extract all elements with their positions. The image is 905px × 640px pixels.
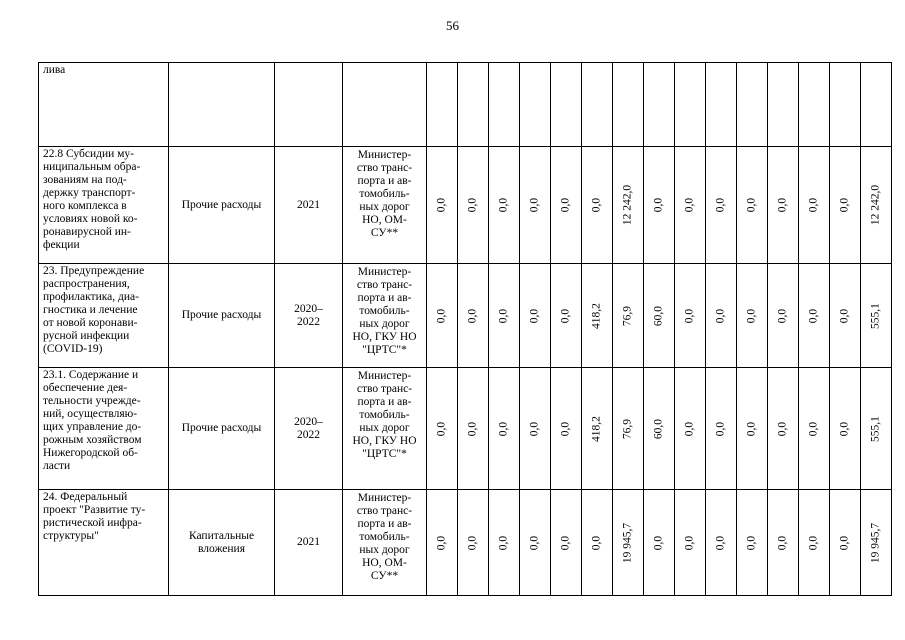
cell-value <box>520 63 551 147</box>
cell-value <box>799 368 830 490</box>
cell-value-text: 60,0 <box>652 418 665 439</box>
budget-table <box>38 62 892 596</box>
cell-value-text: 0,0 <box>590 197 603 213</box>
cell-value-text: 0,0 <box>559 421 572 436</box>
cell-name-text: 23. Предупреждение распространения, профилактика, диа- гностика и лечение от новой коронави- русной инфекции (COVID-19) <box>43 265 145 355</box>
cell-value <box>427 368 458 490</box>
cell-value <box>582 63 613 147</box>
cell-category <box>169 490 275 596</box>
cell-category-text: Прочие расходы <box>181 309 262 321</box>
cell-value-text: 555,1 <box>869 302 882 329</box>
cell-name-text: лива <box>43 64 66 76</box>
cell-year-text: 2020– 2022 <box>294 415 323 441</box>
cell-value <box>706 264 737 368</box>
cell-value <box>706 490 737 596</box>
cell-value-text: 0,0 <box>714 421 727 436</box>
cell-year <box>275 368 343 490</box>
cell-name-text: 22.8 Субсидии му- ниципальным обра- зованиям на под- держку транспорт- ного комплекса в условиях новой ко- ронавирусной ин- фекции <box>43 148 141 251</box>
cell-value <box>427 490 458 596</box>
cell-value <box>830 368 861 490</box>
cell-value-text: 0,0 <box>466 421 479 436</box>
cell-executor <box>343 368 427 490</box>
cell-value-text: 555,1 <box>869 415 882 442</box>
cell-value <box>520 490 551 596</box>
cell-value <box>737 368 768 490</box>
cell-value-text: 0,0 <box>528 535 541 550</box>
cell-name <box>39 63 169 147</box>
cell-value <box>675 490 706 596</box>
cell-value-text: 0,0 <box>807 308 820 323</box>
cell-value-text: 0,0 <box>652 197 665 213</box>
cell-value <box>737 264 768 368</box>
cell-category-text: Прочие расходы <box>181 422 262 434</box>
cell-executor <box>343 147 427 264</box>
cell-value-text: 0,0 <box>776 535 789 550</box>
cell-value <box>861 368 892 490</box>
cell-value <box>613 490 644 596</box>
cell-value-text: 0,0 <box>776 197 789 213</box>
table-row <box>39 368 892 490</box>
cell-value <box>489 264 520 368</box>
cell-value-text: 0,0 <box>776 421 789 436</box>
cell-value <box>551 63 582 147</box>
table-row <box>39 147 892 264</box>
cell-executor-text: Министер- ство транс- порта и ав- томобиль- ных дорог НО, ОМ- СУ** <box>356 149 413 239</box>
cell-value <box>706 63 737 147</box>
cell-value <box>582 368 613 490</box>
cell-value <box>768 490 799 596</box>
cell-value <box>861 264 892 368</box>
cell-value-text: 0,0 <box>838 421 851 436</box>
cell-value <box>675 147 706 264</box>
cell-category <box>169 147 275 264</box>
cell-value-text: 0,0 <box>714 308 727 323</box>
cell-value-text: 19 945,7 <box>869 522 882 563</box>
cell-value <box>830 264 861 368</box>
cell-value-text: 0,0 <box>559 535 572 550</box>
cell-value <box>427 264 458 368</box>
cell-value-text: 0,0 <box>466 308 479 323</box>
cell-value <box>706 147 737 264</box>
cell-value-text: 12 242,0 <box>621 184 634 226</box>
cell-value-text: 0,0 <box>745 535 758 550</box>
cell-name <box>39 368 169 490</box>
cell-value <box>861 63 892 147</box>
cell-value-text: 0,0 <box>466 197 479 213</box>
cell-value-text: 0,0 <box>435 421 448 436</box>
cell-value-text: 0,0 <box>435 535 448 550</box>
cell-value <box>613 63 644 147</box>
cell-value-text: 0,0 <box>714 535 727 550</box>
cell-executor <box>343 63 427 147</box>
cell-category-text: Прочие расходы <box>181 198 262 211</box>
cell-value-text: 0,0 <box>745 197 758 213</box>
cell-value <box>706 368 737 490</box>
cell-value-text: 0,0 <box>497 535 510 550</box>
cell-value <box>799 147 830 264</box>
cell-value <box>458 63 489 147</box>
cell-value <box>644 490 675 596</box>
cell-value <box>675 368 706 490</box>
cell-value-text: 0,0 <box>683 197 696 213</box>
cell-value <box>644 147 675 264</box>
cell-value <box>830 147 861 264</box>
cell-value-text: 60,0 <box>652 305 665 326</box>
cell-value <box>582 490 613 596</box>
cell-value-text: 0,0 <box>559 308 572 323</box>
cell-value <box>551 264 582 368</box>
cell-value <box>489 490 520 596</box>
cell-value <box>551 490 582 596</box>
cell-value-text: 0,0 <box>528 197 541 213</box>
cell-value <box>582 264 613 368</box>
cell-value <box>551 147 582 264</box>
cell-year-text: 2021 <box>297 198 320 211</box>
cell-executor <box>343 264 427 368</box>
cell-value <box>520 264 551 368</box>
cell-value <box>427 63 458 147</box>
cell-value-text: 76,9 <box>621 418 634 439</box>
cell-value-text: 0,0 <box>683 421 696 436</box>
cell-value-text: 0,0 <box>714 197 727 213</box>
cell-value <box>644 63 675 147</box>
cell-value-text: 0,0 <box>590 535 603 550</box>
cell-year <box>275 63 343 147</box>
cell-value-text: 0,0 <box>683 535 696 550</box>
cell-value-text: 0,0 <box>497 308 510 323</box>
cell-value <box>458 368 489 490</box>
page-number: 56 <box>446 18 459 33</box>
cell-executor <box>343 490 427 596</box>
cell-value <box>613 264 644 368</box>
cell-name <box>39 264 169 368</box>
cell-value-text: 76,9 <box>621 305 634 326</box>
cell-value-text: 0,0 <box>745 421 758 436</box>
table-row <box>39 264 892 368</box>
cell-value-text: 0,0 <box>528 421 541 436</box>
cell-value <box>861 147 892 264</box>
cell-value-text: 418,2 <box>590 415 603 442</box>
cell-value-text: 12 242,0 <box>869 184 882 226</box>
cell-value-text: 0,0 <box>435 197 448 213</box>
cell-category <box>169 368 275 490</box>
cell-value-text: 0,0 <box>466 535 479 550</box>
cell-value <box>551 368 582 490</box>
cell-year-text: 2020– 2022 <box>294 302 323 328</box>
cell-value <box>489 63 520 147</box>
cell-value-text: 0,0 <box>838 308 851 323</box>
table-row <box>39 490 892 596</box>
cell-category <box>169 63 275 147</box>
cell-year-text: 2021 <box>297 536 320 548</box>
cell-value <box>489 368 520 490</box>
cell-name-text: 24. Федеральный проект "Развитие ту- ристической инфра- структуры" <box>43 491 146 542</box>
cell-value <box>520 368 551 490</box>
cell-value <box>737 147 768 264</box>
cell-value <box>613 147 644 264</box>
cell-executor-text: Министер- ство транс- порта и ав- томобиль- ных дорог НО, ГКУ НО "ЦРТС"* <box>352 266 417 356</box>
cell-year <box>275 490 343 596</box>
cell-value-text: 0,0 <box>652 535 665 550</box>
cell-value <box>489 147 520 264</box>
cell-value <box>768 63 799 147</box>
cell-value <box>458 264 489 368</box>
cell-value <box>830 490 861 596</box>
cell-executor-text: Министер- ство транс- порта и ав- томобиль- ных дорог НО, ГКУ НО "ЦРТС"* <box>352 370 417 460</box>
cell-value <box>582 147 613 264</box>
cell-value <box>613 368 644 490</box>
cell-value-text: 0,0 <box>528 308 541 323</box>
cell-value-text: 418,2 <box>590 302 603 329</box>
cell-value <box>737 63 768 147</box>
cell-value-text: 0,0 <box>807 421 820 436</box>
cell-value-text: 0,0 <box>497 421 510 436</box>
cell-value <box>644 264 675 368</box>
cell-value-text: 0,0 <box>435 308 448 323</box>
cell-value <box>799 490 830 596</box>
cell-value <box>427 147 458 264</box>
cell-value <box>768 368 799 490</box>
cell-value-text: 0,0 <box>838 535 851 550</box>
cell-value <box>644 368 675 490</box>
cell-name <box>39 490 169 596</box>
cell-category <box>169 264 275 368</box>
cell-value <box>861 490 892 596</box>
cell-year <box>275 264 343 368</box>
cell-value <box>830 63 861 147</box>
cell-value <box>768 264 799 368</box>
cell-value <box>799 63 830 147</box>
cell-value-text: 0,0 <box>683 308 696 323</box>
cell-value-text: 19 945,7 <box>621 522 634 563</box>
cell-value-text: 0,0 <box>838 197 851 213</box>
cell-value <box>458 490 489 596</box>
cell-value <box>675 264 706 368</box>
cell-value <box>458 147 489 264</box>
cell-name <box>39 147 169 264</box>
cell-value-text: 0,0 <box>497 197 510 213</box>
cell-value <box>737 490 768 596</box>
cell-year <box>275 147 343 264</box>
cell-value-text: 0,0 <box>807 535 820 550</box>
table-row <box>39 63 892 147</box>
cell-value <box>520 147 551 264</box>
cell-value <box>799 264 830 368</box>
cell-executor-text: Министер- ство транс- порта и ав- томобиль- ных дорог НО, ОМ- СУ** <box>356 492 413 582</box>
cell-category-text: Капитальные вложения <box>188 529 255 555</box>
cell-value <box>768 147 799 264</box>
cell-value <box>675 63 706 147</box>
cell-name-text: 23.1. Содержание и обеспечение дея- тельности учрежде- ний, осуществляю- щих управление до- рожным хозяйством Нижегородской об- ласти <box>43 369 142 472</box>
cell-value-text: 0,0 <box>807 197 820 213</box>
cell-value-text: 0,0 <box>776 308 789 323</box>
cell-value-text: 0,0 <box>559 197 572 213</box>
cell-value-text: 0,0 <box>745 308 758 323</box>
